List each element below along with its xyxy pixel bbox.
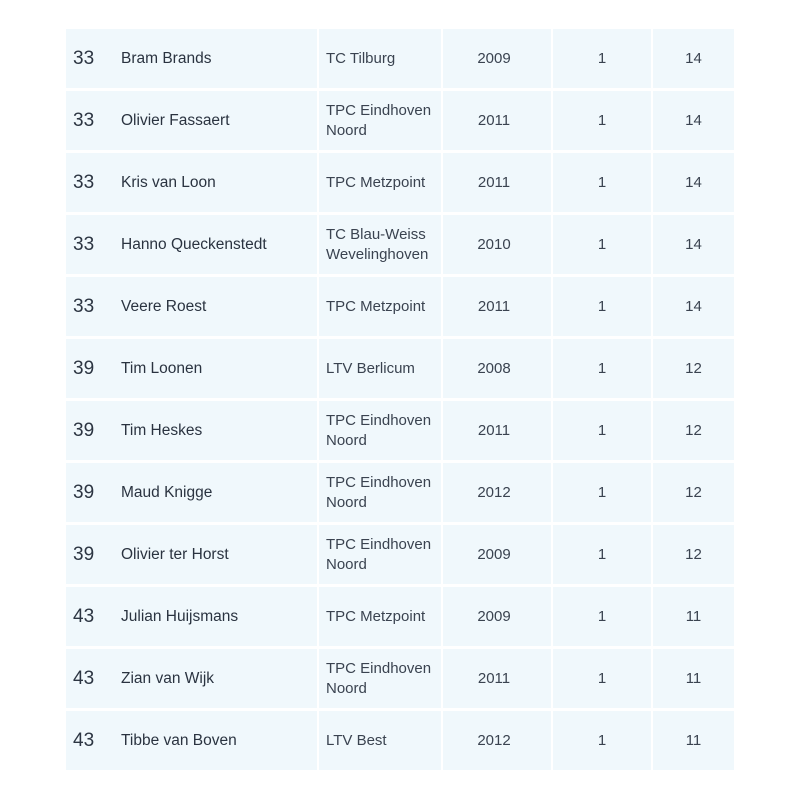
- count-cell: 1: [551, 339, 651, 398]
- player-name-cell: Bram Brands: [121, 49, 212, 67]
- birth-year-cell: 2011: [441, 153, 551, 212]
- count-cell: 1: [551, 153, 651, 212]
- points-cell: 14: [651, 215, 734, 274]
- birth-year-cell: 2009: [441, 29, 551, 88]
- club-cell: TPC Eindhoven Noord: [317, 463, 441, 522]
- player-name-cell: Tim Loonen: [121, 359, 203, 377]
- points-cell: 14: [651, 29, 734, 88]
- count-cell: 1: [551, 91, 651, 150]
- points-cell: 12: [651, 525, 734, 584]
- table-row: [66, 587, 734, 646]
- points-cell: 12: [651, 339, 734, 398]
- club-cell: LTV Best: [317, 711, 441, 770]
- points-cell: 14: [651, 91, 734, 150]
- points-cell: 12: [651, 401, 734, 460]
- count-cell: 1: [551, 525, 651, 584]
- birth-year-cell: 2009: [441, 587, 551, 646]
- points-cell: 14: [651, 153, 734, 212]
- rank-cell: 39: [73, 481, 95, 503]
- count-cell: 1: [551, 401, 651, 460]
- rank-cell: 43: [73, 667, 95, 689]
- count-cell: 1: [551, 587, 651, 646]
- rank-cell: 33: [73, 47, 95, 69]
- birth-year-cell: 2008: [441, 339, 551, 398]
- table-row: [66, 277, 734, 336]
- birth-year-cell: 2011: [441, 277, 551, 336]
- player-name-cell: Zian van Wijk: [121, 669, 215, 687]
- club-cell: TC Tilburg: [317, 29, 441, 88]
- table-row: [66, 525, 734, 584]
- player-name-cell: Tibbe van Boven: [121, 731, 237, 749]
- points-cell: 11: [651, 711, 734, 770]
- rank-cell: 33: [73, 109, 95, 131]
- birth-year-cell: 2011: [441, 401, 551, 460]
- player-name-cell: Kris van Loon: [121, 173, 216, 191]
- rank-cell: 43: [73, 605, 95, 627]
- table-row: [66, 649, 734, 708]
- rank-cell: 39: [73, 357, 95, 379]
- player-name-cell: Julian Huijsmans: [121, 607, 239, 625]
- table-row: [66, 463, 734, 522]
- table-row: [66, 401, 734, 460]
- count-cell: 1: [551, 649, 651, 708]
- table-row: [66, 29, 734, 88]
- player-name-cell: Tim Heskes: [121, 421, 203, 439]
- birth-year-cell: 2011: [441, 649, 551, 708]
- birth-year-cell: 2009: [441, 525, 551, 584]
- club-cell: TPC Eindhoven Noord: [317, 649, 441, 708]
- table-row: [66, 215, 734, 274]
- birth-year-cell: 2010: [441, 215, 551, 274]
- count-cell: 1: [551, 463, 651, 522]
- player-name-cell: Veere Roest: [121, 297, 207, 315]
- rank-cell: 33: [73, 171, 95, 193]
- club-cell: TPC Metzpoint: [317, 587, 441, 646]
- rank-cell: 39: [73, 419, 95, 441]
- points-cell: 11: [651, 649, 734, 708]
- player-name-cell: Olivier ter Horst: [121, 545, 229, 563]
- rank-cell: 43: [73, 729, 95, 751]
- count-cell: 1: [551, 215, 651, 274]
- table-row: [66, 153, 734, 212]
- ranking-table: [66, 29, 734, 773]
- player-name-cell: Hanno Queckenstedt: [121, 235, 267, 253]
- count-cell: 1: [551, 711, 651, 770]
- player-name-cell: Olivier Fassaert: [121, 111, 230, 129]
- points-cell: 14: [651, 277, 734, 336]
- club-cell: TPC Eindhoven Noord: [317, 525, 441, 584]
- points-cell: 12: [651, 463, 734, 522]
- rank-cell: 33: [73, 233, 95, 255]
- points-cell: 11: [651, 587, 734, 646]
- club-cell: TPC Eindhoven Noord: [317, 91, 441, 150]
- club-cell: TC Blau-Weiss Wevelinghoven: [317, 215, 441, 274]
- rank-cell: 33: [73, 295, 95, 317]
- table-row: [66, 339, 734, 398]
- birth-year-cell: 2012: [441, 463, 551, 522]
- birth-year-cell: 2012: [441, 711, 551, 770]
- club-cell: LTV Berlicum: [317, 339, 441, 398]
- club-cell: TPC Eindhoven Noord: [317, 401, 441, 460]
- club-cell: TPC Metzpoint: [317, 153, 441, 212]
- table-row: [66, 711, 734, 770]
- count-cell: 1: [551, 29, 651, 88]
- birth-year-cell: 2011: [441, 91, 551, 150]
- count-cell: 1: [551, 277, 651, 336]
- table-row: [66, 91, 734, 150]
- player-name-cell: Maud Knigge: [121, 483, 213, 501]
- club-cell: TPC Metzpoint: [317, 277, 441, 336]
- rank-cell: 39: [73, 543, 95, 565]
